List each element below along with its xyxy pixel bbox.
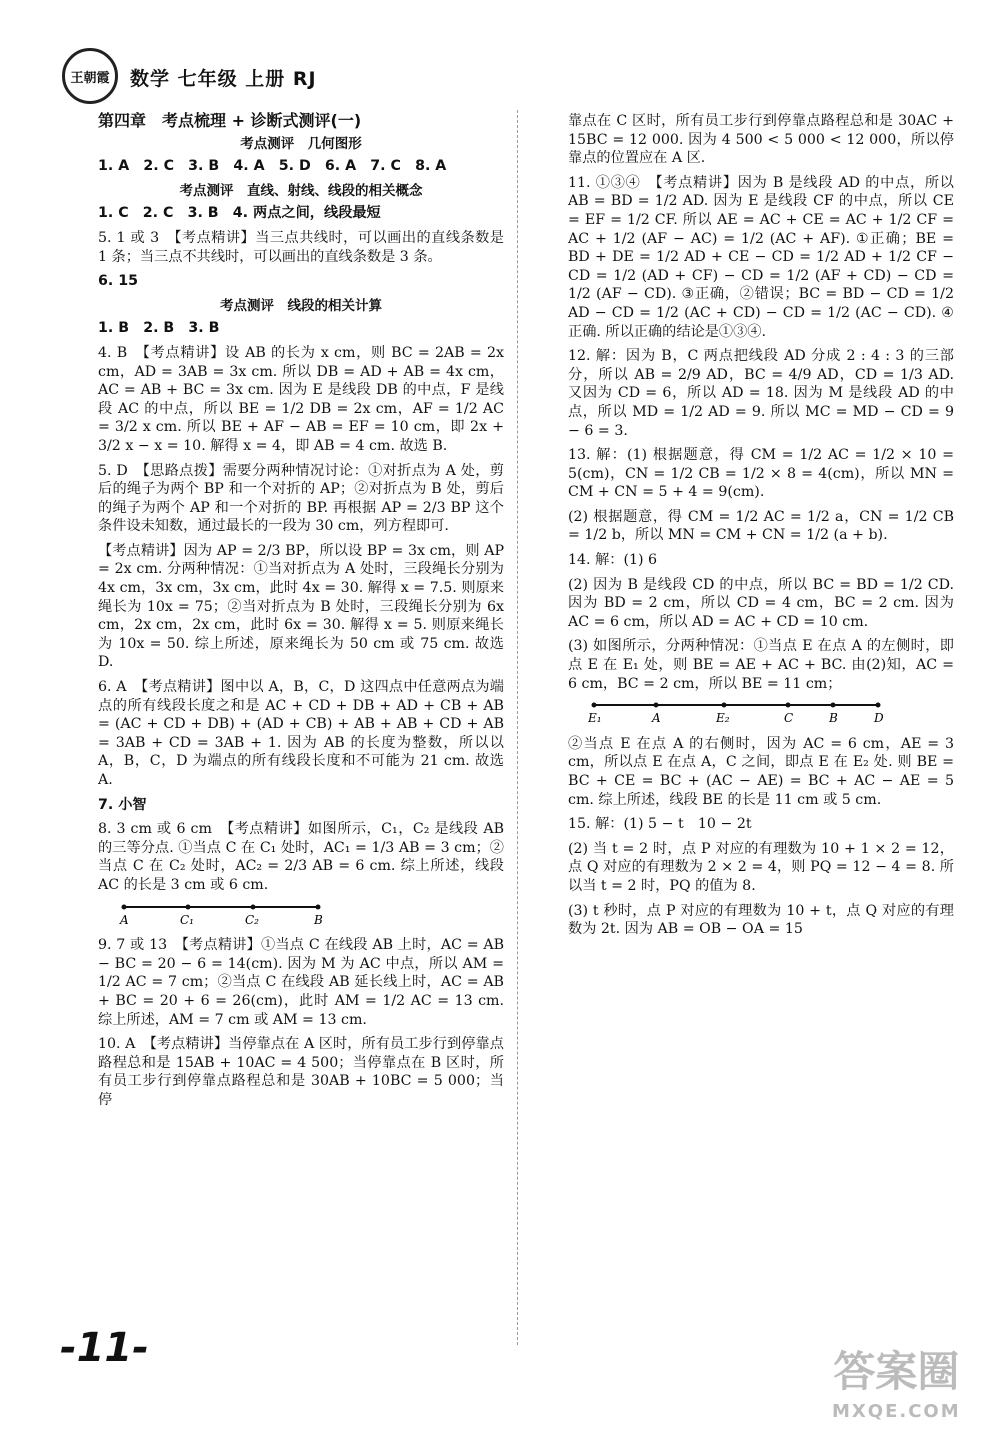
answer-item: (2) 根据题意，得 CM = 1/2 AC = 1/2 a，CN = 1/2 CB = 1/2 b，所以 MN = CM + CN = 1/2 (a + b).	[568, 508, 954, 544]
answer-item: (2) 当 t = 2 时，点 P 对应的有理数为 10 + 1 × 2 = 12，点 Q 对应的有理数为 2 × 2 = 4，则 PQ = 12 − 4 = 8. 所以当 t = 2 时，PQ 的值为 8.	[568, 840, 954, 894]
answer-item: 15. 解：(1) 5 − t 10 − 2t	[568, 816, 752, 833]
segment-figure-q14	[588, 699, 888, 725]
answer-line: 1. C 2. C 3. B 4. 两点之间，线段最短	[98, 205, 381, 222]
watermark	[832, 1347, 961, 1432]
answer-item: 12. 解：因为 B，C 两点把线段 AD 分成 2 : 4 : 3 的三部分，所以 AB = 2/9 AD，BC = 4/9 AD，CD = 1/3 AD. 又因为 CD = 6，所以 AD = 18. 因为 M 是线段 AD 的中点，所以 MD = 1/2 AD = 9. 所以 MC = MD − CD = 9 − 6 = 3.	[568, 348, 954, 439]
chapter-title: 第四章 考点梳理 + 诊断式测评(一)	[98, 111, 362, 130]
answer-item: (2) 因为 B 是线段 CD 的中点，所以 BC = BD = 1/2 CD. 因为 BD = 2 cm，所以 CD = 4 cm，BC = 2 cm. 因为 AC = 6 cm，所以 AD = AC + CD = 10 cm.	[568, 576, 954, 630]
section-heading: 考点测评 直线、射线、线段的相关概念	[179, 182, 423, 199]
point-label: E₂	[716, 711, 730, 726]
answer-item: 5. 1 或 3 【考点精讲】当三点共线时，可以画出的直线条数是 1 条；当三点不共线时，可以画出的直线条数是 3 条。	[98, 229, 504, 265]
segment-figure-q8	[118, 901, 338, 927]
page-header	[50, 48, 990, 106]
right-column	[568, 112, 954, 945]
point-label: C	[784, 711, 794, 726]
section-heading: 考点测评 几何图形	[240, 135, 362, 152]
answer-item: 7. 小智	[98, 796, 147, 813]
subject-title: 数学 七年级 上册 RJ	[130, 68, 317, 90]
point-label: C₁	[180, 912, 194, 927]
logo-text: 王朝霞	[70, 70, 110, 86]
answer-item: 5. D 【思路点拨】需要分两种情况讨论：①对折点为 A 处，剪后的绳子为两个 BP 和一个对折的 AP；②对折点为 B 处，剪后的绳子为两个 AP 和一个对折的 BP. 再根据 AP = 2/3 BP 这个条件设未知数，通过最长的一段为 30 cm，列方程即可.	[98, 462, 504, 535]
answer-item: 8. 3 cm 或 6 cm 【考点精讲】如图所示，C₁，C₂ 是线段 AB 的三等分点. ①当点 C 在 C₁ 处时，AC₁ = 1/3 AB = 3 cm；②当点 C 在 C₂ 处时，AC₂ = 2/3 AB = 6 cm. 综上所述，线段 AC 的长是 3 cm 或 6 cm.	[98, 821, 504, 893]
left-column	[98, 112, 504, 1116]
answer-item: (3) 如图所示，分两种情况：①当点 E 在点 A 的左侧时，即点 E 在 E₁ 处，则 BE = AE + AC + BC. 由(2)知，AC = 6 cm，BC = 2 cm，所以 BE = 11 cm；	[568, 638, 954, 692]
point-label: B	[829, 711, 838, 726]
page-number: -11-	[60, 1325, 149, 1371]
point-label: E₁	[588, 711, 602, 726]
answer-item: (3) t 秒时，点 P 对应的有理数为 10 + t，点 Q 对应的有理数为 2t. 因为 AB = OB − OA = 15	[568, 902, 954, 938]
point-label: C₂	[245, 912, 259, 927]
section-heading: 考点测评 线段的相关计算	[220, 297, 382, 314]
answer-item: 靠点在 C 区时，所有员工步行到停靠点路程总和是 30AC + 15BC = 12 000. 因为 4 500 < 5 000 < 12 000，所以停靠点的位置应在 A 区.	[568, 113, 954, 167]
answer-item: 6. A 【考点精讲】图中以 A，B，C，D 这四点中任意两点为端点的所有线段长度之和是 AC + CD + DB + AD + CB + AB = (AC + CD + DB) + (AD + CB) + AB + AB + CD + AB = 3AB + CD = 3AB + 1. 因为 AB 的长度为整数，所以以 A，B，C，D 为端点的所有线段长度和不可能为 21 cm. 故选 A.	[98, 679, 504, 788]
answer-line: 1. A 2. C 3. B 4. A 5. D 6. A 7. C 8. A	[98, 158, 447, 175]
answer-item: 【考点精讲】因为 AP = 2/3 BP，所以设 BP = 3x cm，则 AP = 2x cm. 分两种情况：①当对折点为 A 处时，三段绳长分别为 4x cm，3x cm，3x cm，此时 4x = 30. 解得 x = 7.5. 则原来绳长为 10x = 75；②当对折点为 B 处时，三段绳长分别为 6x cm，2x cm，2x cm，此时 6x = 30. 解得 x = 5. 则原来绳长为 10x = 50. 综上所述，原来绳长为 50 cm 或 75 cm. 故选 D.	[98, 542, 504, 671]
answer-item: 14. 解：(1) 6	[568, 552, 658, 569]
answer-item: 11. ①③④ 【考点精讲】因为 B 是线段 AD 的中点，所以 AB = BD = 1/2 AD. 因为 E 是线段 CF 的中点，所以 CE = EF = 1/2 CF. 所以 AE = AC + CE = AC + 1/2 CF = AC + 1/2 (AF − AC) = 1/2 (AC + AF). ①正确；BE = BD + DE = 1/2 AD + CE − CD = 1/2 AD + 1/2 CF − CD = 1/2 (AD + CF) − CD = 1/2 (AF + CD) − CD = 1/2 (AF − CD). ③正确，②错误；BC = BD − CD = 1/2 AD − CD = 1/2 (AC + CD) − CD = 1/2 (AC − CD). ④正确. 所以正确的结论是①③④.	[568, 174, 954, 340]
answer-item: 13. 解：(1) 根据题意，得 CM = 1/2 AC = 1/2 × 10 = 5(cm)，CN = 1/2 CB = 1/2 × 8 = 4(cm)，所以 MN = CM + CN = 5 + 4 = 9(cm).	[568, 447, 954, 501]
watermark-text: 答案圈	[833, 1347, 960, 1396]
answer-line: 1. B 2. B 3. B	[98, 320, 220, 337]
point-label: B	[314, 912, 323, 927]
column-divider	[517, 110, 518, 1345]
point-label: A	[652, 711, 661, 726]
watermark-url: MXQE.COM	[832, 1401, 961, 1422]
answer-item: ②当点 E 在点 A 的右侧时，因为 AC = 6 cm，AE = 3 cm，所以点 E 在点 A，C 之间，即点 E 在 E₂ 处. 则 BE = BC + CE = BC + (AC − AE) = BC + AC − AE = 5 cm. 综上所述，线段 BE 的长是 11 cm 或 5 cm.	[568, 735, 954, 808]
answer-item: 6. 15	[98, 273, 138, 290]
answer-item: 10. A 【考点精讲】当停靠点在 A 区时，所有员工步行到停靠点路程总和是 15AB + 10AC = 4 500；当停靠点在 B 区时，所有员工步行到停靠点路程总和是 30AB + 10BC = 5 000；当停	[98, 1036, 504, 1108]
point-label: D	[874, 711, 884, 726]
answer-item: 4. B 【考点精讲】设 AB 的长为 x cm，则 BC = 2AB = 2x cm，AD = 3AB = 3x cm. 所以 DB = AD + AB = 4x cm，AC = AB + BC = 3x cm. 因为 E 是线段 DB 的中点，F 是线段 AC 的中点，所以 BE = 1/2 DB = 2x cm，AF = 1/2 AC = 3/2 x cm. 所以 BE + AF − AB = EF = 10 cm，即 2x + 3/2 x − x = 10. 解得 x = 4，即 AB = 4 cm. 故选 B.	[98, 344, 504, 454]
answer-item: 9. 7 或 13 【考点精讲】①当点 C 在线段 AB 上时，AC = AB − BC = 20 − 6 = 14(cm). 因为 M 为 AC 中点，所以 AM = 1/2 AC = 7 cm；②当点 C 在线段 AB 延长线上时，AC = AB + BC = 20 + 6 = 26(cm)，此时 AM = 1/2 AC = 13 cm. 综上所述，AM = 7 cm 或 AM = 13 cm.	[98, 937, 504, 1028]
brand-logo	[62, 48, 118, 104]
point-label: A	[120, 912, 129, 927]
